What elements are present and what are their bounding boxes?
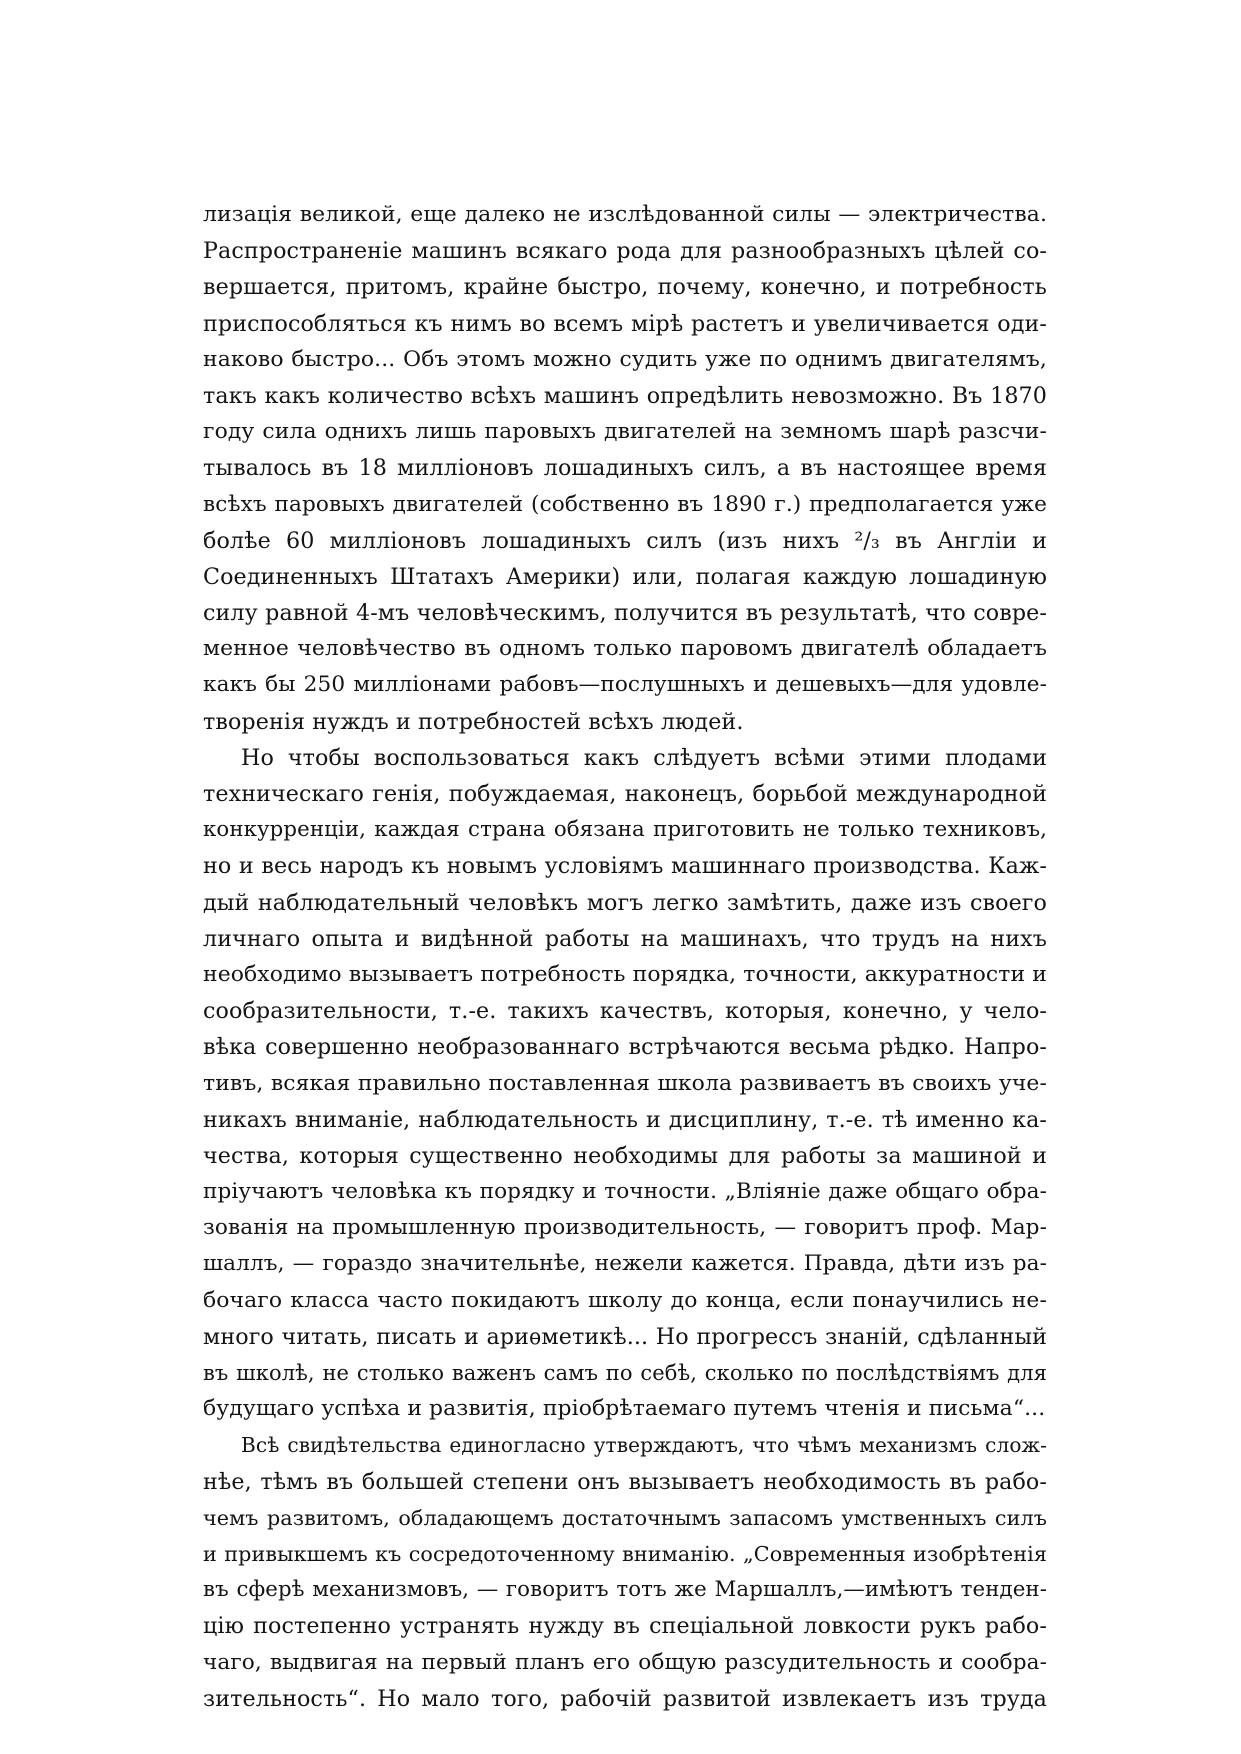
body-text [203, 197, 1047, 1717]
text-line: всѣхъ паровыхъ двигателей (собственно въ 1890 г.) предполагается уже [203, 491, 1047, 517]
text-line: силу равной 4-мъ человѣческимъ, получится въ результатѣ, что совре- [203, 600, 1047, 627]
text-line: шаллъ, — гораздо значительнѣе, нежели кажется. Правда, дѣти изъ ра- [203, 1251, 1047, 1277]
text-line: дый наблюдательный человѣкъ могъ легко замѣтить, даже изъ своего [203, 889, 1047, 916]
text-line: творенія нуждъ и потребностей всѣхъ людей. [203, 708, 744, 735]
text-line: въ школѣ, не столько важенъ самъ по себѣ, сколько по послѣдствіямъ для [203, 1361, 1047, 1385]
text-line: болѣе 60 милліоновъ лошадиныхъ силъ (изъ нихъ ²/₃ въ Англіи и [203, 527, 1047, 554]
text-line: году сила однихъ лишь паровыхъ двигателей на земномъ шарѣ разсчи- [203, 419, 1047, 445]
text-line: зительность“. Но мало того, рабочій развитой извлекаетъ изъ труда [203, 1685, 1047, 1712]
text-line: конкурренціи, каждая страна обязана приготовить не только техниковъ, [203, 817, 1047, 843]
text-line: необходимо вызываетъ потребность порядка, точности, аккуратности и [203, 961, 1047, 987]
text-line: цію постепенно устранять нужду въ спеціальной ловкости рукъ рабо- [203, 1613, 1047, 1640]
text-line: менное человѣчество въ одномъ только паровомъ двигателѣ обладаетъ [203, 636, 1047, 662]
text-line: нѣе, тѣмъ въ большей степени онъ вызываетъ необходимость въ рабо- [203, 1468, 1047, 1495]
text-line: техническаго генія, побуждаемая, наконецъ, борьбой международной [203, 781, 1047, 807]
text-line: пріучаютъ человѣка къ порядку и точности. „Вліяніе даже общаго обра- [203, 1179, 1047, 1205]
text-line: Распространеніе машинъ всякаго рода для разнообразныхъ цѣлей со- [203, 238, 1047, 265]
text-line: какъ бы 250 милліонами рабовъ—послушныхъ и дешевыхъ—для удовле- [203, 672, 1047, 698]
text-line: бочаго класса часто покидаютъ школу до конца, если понаучились не- [203, 1287, 1047, 1313]
text-line: Но чтобы воспользоваться какъ слѣдуетъ всѣми этими плодами [241, 744, 1047, 771]
text-line: личнаго опыта и видѣнной работы на машинахъ, что трудъ на нихъ [203, 925, 1047, 952]
text-line: такъ какъ количество всѣхъ машинъ опредѣлить невозможно. Въ 1870 [203, 382, 1047, 409]
text-line: Всѣ свидѣтельства единогласно утверждаютъ, что чѣмъ механизмъ слож- [241, 1433, 1047, 1458]
text-line: чемъ развитомъ, обладающемъ достаточнымъ запасомъ умственныхъ силъ [203, 1505, 1047, 1530]
text-line: лизація великой, еще далеко не изслѣдованной силы — электричества. [203, 202, 1047, 227]
text-line: чаго, выдвигая на первый планъ его общую разсудительность и сообра- [203, 1649, 1047, 1675]
text-line: и привыкшемъ къ сосредоточенному вниманію. „Современныя изобрѣтенія [203, 1541, 1047, 1566]
text-line: тывалось въ 18 милліоновъ лошадиныхъ силъ, а въ настоящее время [203, 455, 1047, 482]
text-line: зованія на промышленную производительность, — говоритъ проф. Мар- [203, 1215, 1047, 1241]
text-line: Соединенныхъ Штатахъ Америки) или, полагая каждую лошадиную [203, 563, 1047, 590]
text-line: сообразительности, т.-е. такихъ качествъ, которыя, конечно, у чело- [203, 998, 1047, 1025]
text-line: чества, которыя существенно необходимы для работы за машиной и [203, 1142, 1047, 1169]
text-line: будущаго успѣха и развитія, пріобрѣтаемаго путемъ чтенія и письма“... [203, 1396, 1046, 1422]
text-line: много читать, писать и ариѳметикѣ... Но прогрессъ знаній, сдѣланный [203, 1323, 1047, 1350]
text-line: никахъ вниманіе, наблюдательность и дисциплину, т.-е. тѣ именно ка- [203, 1106, 1047, 1133]
text-line: вершается, притомъ, крайне быстро, почему, конечно, и потребность [203, 274, 1047, 301]
text-line: вѣка совершенно необразованнаго встрѣчаются весьма рѣдко. Напро- [203, 1034, 1047, 1061]
text-line: въ сферѣ механизмовъ, — говоритъ тотъ же Маршаллъ,—имѣютъ тенден- [203, 1577, 1047, 1603]
text-line: наково быстро... Объ этомъ можно судить уже по однимъ двигателямъ, [203, 346, 1047, 372]
text-line: но и весь народъ къ новымъ условіямъ машиннаго производства. Каж- [203, 853, 1047, 880]
text-line: тивъ, всякая правильно поставленная школа развиваетъ въ своихъ уче- [203, 1070, 1047, 1096]
text-line: приспособляться къ нимъ во всемъ мірѣ растетъ и увеличивается оди- [203, 310, 1047, 337]
